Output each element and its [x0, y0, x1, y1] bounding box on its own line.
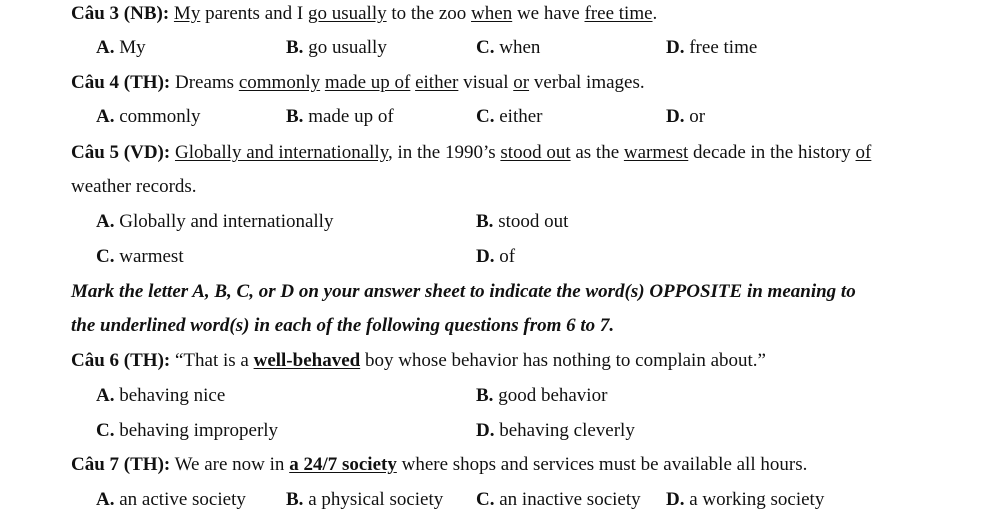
option-a: [96, 210, 333, 234]
option-text: good behavior: [493, 385, 608, 406]
option-text: behaving cleverly: [494, 420, 635, 441]
underlined-target: well-behaved: [253, 350, 361, 371]
option-text: either: [494, 106, 543, 127]
option-d: [666, 36, 757, 60]
option-c: [96, 419, 278, 443]
underlined-segment: or: [513, 72, 530, 93]
option-text: stood out: [493, 211, 569, 232]
option-text: when: [494, 37, 541, 58]
option-letter: D.: [476, 246, 495, 267]
underlined-segment: stood out: [500, 142, 571, 163]
question-label: Câu 4 (TH):: [71, 72, 171, 93]
underlined-segment: either: [415, 72, 459, 93]
option-d: [476, 245, 515, 269]
option-d: [666, 105, 705, 129]
instruction-line-2: the underlined word(s) in each of the following questions from 6 to 7.: [71, 315, 615, 336]
underlined-segment: commonly: [238, 72, 321, 93]
segment: boy whose behavior has nothing to complain about.”: [360, 350, 766, 371]
option-b: [286, 105, 394, 129]
underlined-segment: go usually: [307, 3, 387, 24]
segment: decade in the history: [688, 142, 856, 163]
question-label: Câu 5 (VD):: [71, 142, 171, 163]
option-text: free time: [684, 37, 758, 58]
segment: “That is a: [170, 350, 254, 371]
question-6-stem: [71, 349, 766, 373]
option-letter: B.: [286, 37, 304, 58]
option-letter: C.: [96, 246, 115, 267]
segment: parents and I: [200, 3, 308, 24]
segment: We are now in: [170, 454, 290, 475]
question-label: Câu 7 (TH):: [71, 454, 171, 475]
option-b: [286, 488, 443, 512]
option-letter: A.: [96, 106, 115, 127]
option-a: [96, 384, 225, 408]
option-d: [476, 419, 635, 443]
option-text: behaving nice: [114, 385, 226, 406]
option-letter: B.: [286, 489, 304, 510]
underlined-segment: when: [471, 3, 513, 24]
option-letter: D.: [476, 420, 495, 441]
option-letter: A.: [96, 211, 115, 232]
option-letter: C.: [476, 106, 495, 127]
option-letter: A.: [96, 489, 115, 510]
option-text: a physical society: [303, 489, 444, 510]
question-label: Câu 6 (TH):: [71, 350, 171, 371]
segment: verbal images.: [529, 72, 645, 93]
option-letter: C.: [476, 37, 495, 58]
option-a: [96, 488, 246, 512]
option-text: an active society: [114, 489, 246, 510]
segment: as the: [570, 142, 624, 163]
underlined-segment: of: [855, 142, 872, 163]
underlined-target: a 24/7 society: [289, 454, 397, 475]
question-7-stem: [71, 453, 807, 477]
option-letter: D.: [666, 106, 685, 127]
option-letter: A.: [96, 385, 115, 406]
option-letter: B.: [476, 211, 494, 232]
instruction-line-1: Mark the letter A, B, C, or D on your answer sheet to indicate the word(s) OPPOSITE in meaning to: [71, 281, 856, 302]
option-letter: C.: [476, 489, 495, 510]
underlined-segment: Globally and internationally: [174, 142, 388, 163]
segment: to the zoo: [386, 3, 472, 24]
question-3-stem: [71, 2, 657, 26]
segment: , in the 1990’s: [387, 142, 501, 163]
option-letter: D.: [666, 489, 685, 510]
option-text: a working society: [684, 489, 825, 510]
option-text: an inactive society: [494, 489, 641, 510]
segment: Dreams: [170, 72, 239, 93]
option-letter: C.: [96, 420, 115, 441]
option-text: My: [114, 37, 146, 58]
option-a: [96, 105, 201, 129]
option-letter: D.: [666, 37, 685, 58]
option-text: behaving improperly: [114, 420, 279, 441]
option-letter: B.: [476, 385, 494, 406]
segment: visual: [458, 72, 514, 93]
underlined-segment: free time: [584, 3, 653, 24]
option-text: made up of: [303, 106, 394, 127]
option-a: [96, 36, 146, 60]
option-text: go usually: [303, 37, 387, 58]
segment: .: [652, 3, 658, 24]
option-d: [666, 488, 824, 512]
underlined-segment: My: [173, 3, 201, 24]
option-text: commonly: [114, 106, 201, 127]
question-5-stem: [71, 141, 871, 165]
underlined-segment: made up of: [324, 72, 411, 93]
option-c: [96, 245, 184, 269]
option-text: of: [494, 246, 516, 267]
option-letter: A.: [96, 37, 115, 58]
option-text: Globally and internationally: [114, 211, 334, 232]
option-c: [476, 105, 543, 129]
question-5-continuation: weather records.: [71, 176, 197, 197]
underlined-segment: warmest: [623, 142, 689, 163]
segment: we have: [512, 3, 585, 24]
option-b: [286, 36, 387, 60]
question-4-stem: [71, 71, 645, 95]
option-text: warmest: [114, 246, 184, 267]
option-c: [476, 36, 540, 60]
segment: where shops and services must be available all hours.: [396, 454, 808, 475]
option-c: [476, 488, 641, 512]
option-letter: B.: [286, 106, 304, 127]
option-b: [476, 384, 607, 408]
option-b: [476, 210, 568, 234]
option-text: or: [684, 106, 706, 127]
question-label: Câu 3 (NB):: [71, 3, 170, 24]
